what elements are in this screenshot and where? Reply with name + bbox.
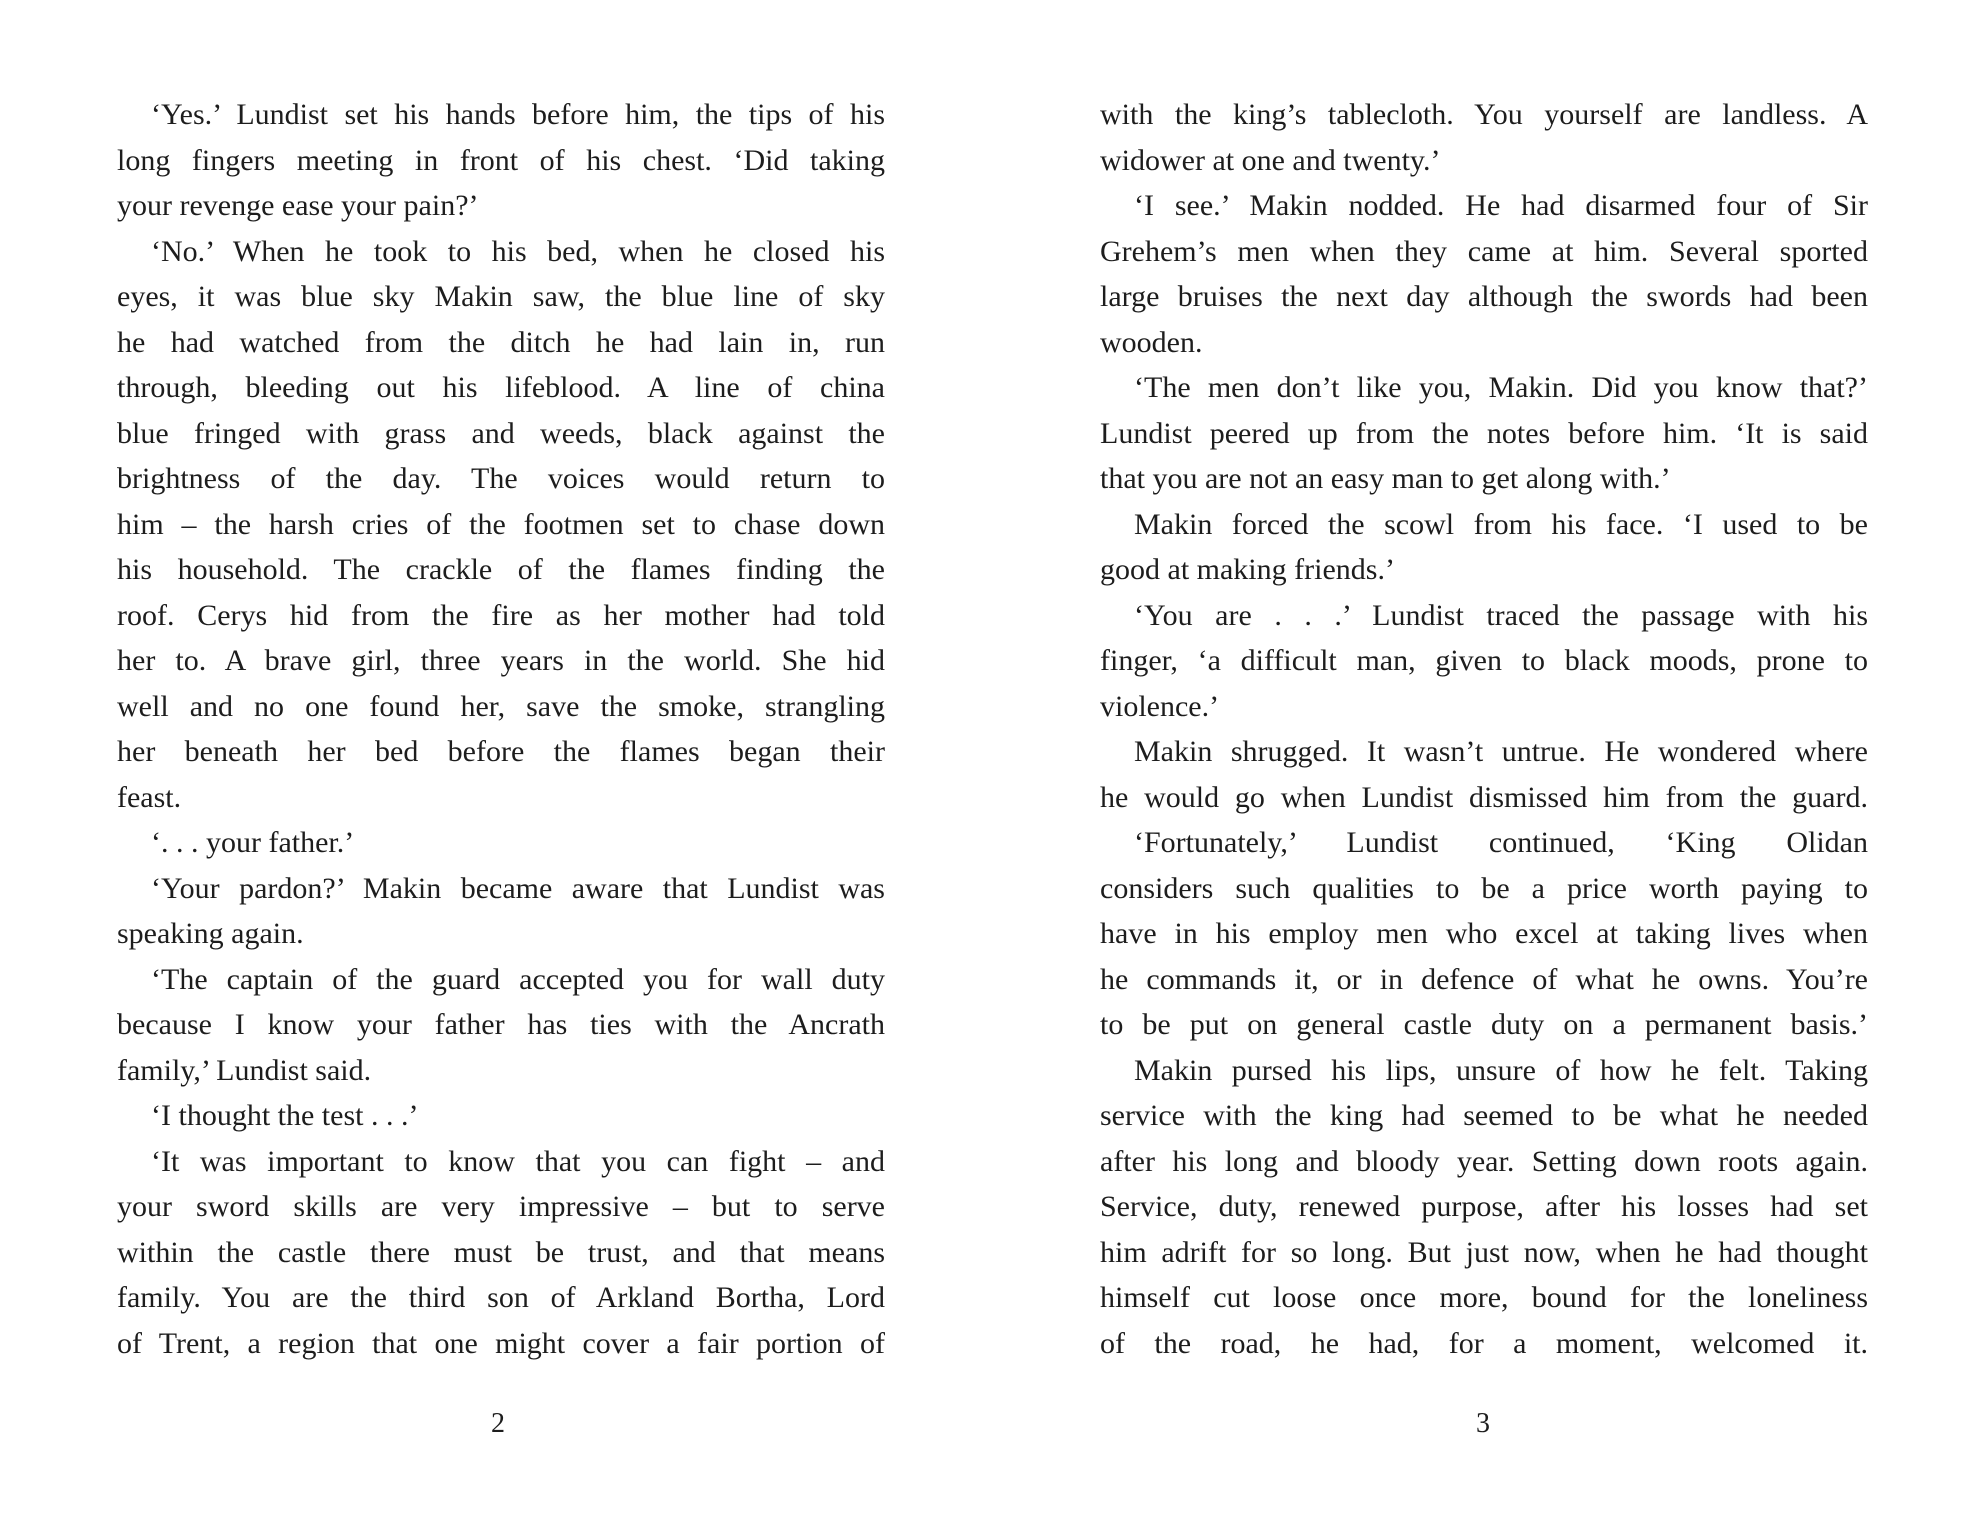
text-line: finger, ‘a difficult man, given to black moods, prone to — [1100, 644, 1868, 677]
text-line: ‘The men don’t like you, Makin. Did you know that?’ — [1134, 371, 1868, 404]
text-line: family,’ Lundist said. — [117, 1053, 372, 1087]
text-line: have in his employ men who excel at taking lives when — [1100, 917, 1868, 950]
text-line: ‘I thought the test . . .’ — [151, 1099, 419, 1132]
text-line: family. You are the third son of Arkland Bortha, Lord — [117, 1281, 885, 1314]
text-line: considers such qualities to be a price worth paying to — [1100, 871, 1868, 905]
text-line: him – the harsh cries of the footmen set to chase down — [117, 507, 885, 541]
text-line: well and no one found her, save the smoke, strangling — [117, 689, 885, 723]
right-page — [1100, 92, 1868, 1392]
text-line: roof. Cerys hid from the fire as her mother had told — [117, 598, 885, 632]
text-line: eyes, it was blue sky Makin saw, the blue line of sky — [117, 280, 885, 313]
text-line: ‘It was important to know that you can fight – and — [151, 1144, 885, 1178]
text-line: because I know your father has ties with the Ancrath — [117, 1008, 885, 1041]
text-line: speaking again. — [117, 917, 304, 950]
right-page-text — [1100, 92, 1868, 1366]
text-line: he would go when Lundist dismissed him from the guard. — [1100, 780, 1868, 814]
left-page — [117, 92, 885, 1392]
text-line: within the castle there must be trust, and that means — [117, 1235, 885, 1269]
text-line: ‘You are . . .’ Lundist traced the passage with his — [1134, 598, 1868, 632]
text-line: he commands it, or in defence of what he owns. You’re — [1100, 962, 1868, 996]
left-page-text — [117, 92, 885, 1366]
text-line: wooden. — [1100, 325, 1203, 359]
text-line: widower at one and twenty.’ — [1100, 143, 1441, 177]
right-page-number: 3 — [1476, 1408, 1490, 1439]
text-line: of Trent, a region that one might cover a fair portion of — [117, 1326, 885, 1360]
text-line: Lundist peered up from the notes before him. ‘It is said — [1100, 416, 1868, 450]
text-line: through, bleeding out his lifeblood. A line of china — [117, 371, 885, 404]
text-line: ‘. . . your father.’ — [151, 826, 355, 859]
text-line: him adrift for so long. But just now, when he had thought — [1100, 1235, 1868, 1269]
text-line: long fingers meeting in front of his chest. ‘Did taking — [117, 143, 885, 177]
text-line: her beneath her bed before the flames began their — [117, 735, 885, 768]
left-page-number: 2 — [491, 1408, 505, 1439]
text-line: service with the king had seemed to be what he needed — [1100, 1099, 1868, 1132]
text-line: feast. — [117, 780, 182, 814]
text-line: ‘The captain of the guard accepted you for wall duty — [151, 962, 885, 996]
text-line: ‘Yes.’ Lundist set his hands before him, the tips of his — [151, 98, 885, 131]
text-line: your revenge ease your pain?’ — [117, 189, 479, 222]
text-line: ‘Fortunately,’ Lundist continued, ‘King Olidan — [1134, 826, 1868, 859]
text-line: with the king’s tablecloth. You yourself are landless. A — [1100, 98, 1868, 131]
text-line: her to. A brave girl, three years in the world. She hid — [117, 644, 885, 677]
text-line: Grehem’s men when they came at him. Several sported — [1100, 234, 1868, 268]
text-line: ‘No.’ When he took to his bed, when he closed his — [151, 234, 885, 268]
text-line: brightness of the day. The voices would return to — [117, 462, 885, 495]
text-line: good at making friends.’ — [1100, 553, 1395, 586]
text-line: himself cut loose once more, bound for the loneliness — [1100, 1281, 1868, 1314]
text-line: your sword skills are very impressive – but to serve — [117, 1190, 885, 1223]
text-line: Makin shrugged. It wasn’t untrue. He wondered where — [1134, 735, 1868, 768]
text-line: of the road, he had, for a moment, welcomed it. — [1100, 1326, 1868, 1360]
text-line: Service, duty, renewed purpose, after his losses had set — [1100, 1190, 1868, 1223]
text-line: Makin forced the scowl from his face. ‘I used to be — [1134, 507, 1868, 541]
text-line: to be put on general castle duty on a permanent basis.’ — [1100, 1008, 1868, 1041]
text-line: blue fringed with grass and weeds, black against the — [117, 416, 885, 450]
text-line: violence.’ — [1100, 689, 1220, 723]
text-line: he had watched from the ditch he had lain in, run — [117, 325, 885, 359]
text-line: ‘I see.’ Makin nodded. He had disarmed four of Sir — [1134, 189, 1868, 222]
text-line: Makin pursed his lips, unsure of how he felt. Taking — [1134, 1053, 1868, 1087]
text-line: that you are not an easy man to get along with.’ — [1100, 462, 1671, 495]
text-line: ‘Your pardon?’ Makin became aware that Lundist was — [151, 871, 885, 905]
text-line: after his long and bloody year. Setting down roots again. — [1100, 1144, 1868, 1178]
text-line: large bruises the next day although the swords had been — [1100, 280, 1868, 313]
text-line: his household. The crackle of the flames finding the — [117, 553, 885, 586]
